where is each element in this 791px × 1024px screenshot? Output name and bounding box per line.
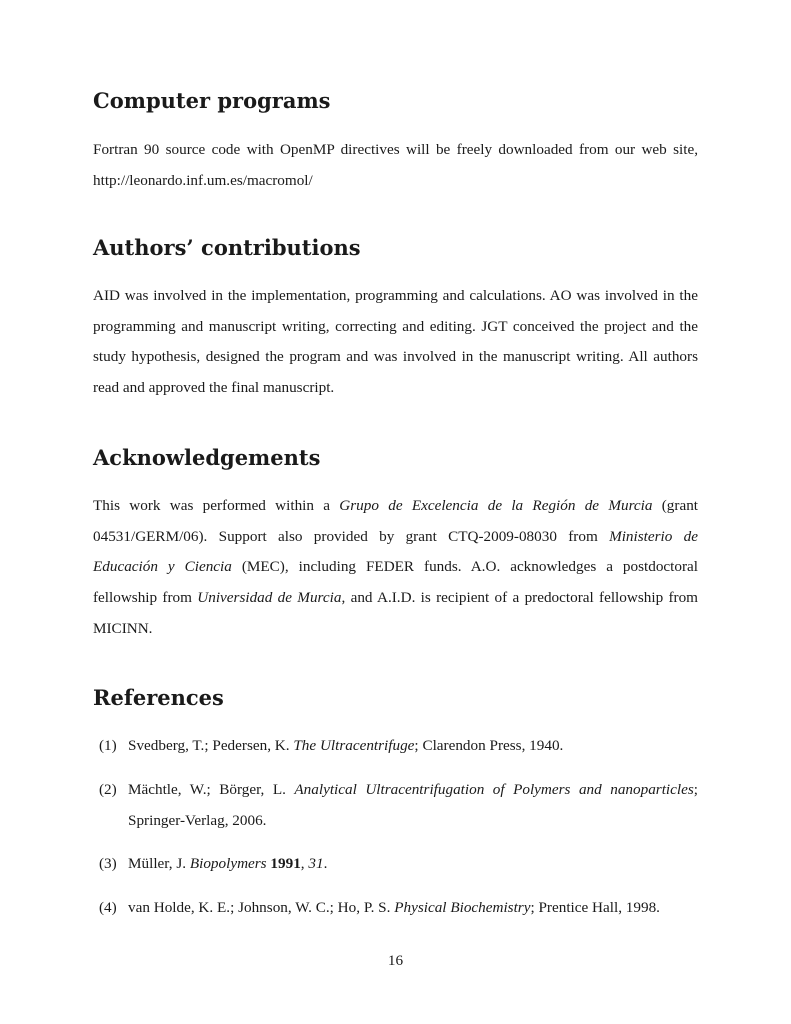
section-heading-acknowledgements: Acknowledgements (93, 445, 321, 470)
reference-end: . (323, 855, 328, 872)
reference-authors: Svedberg, T.; Pedersen, K. (128, 737, 294, 754)
reference-authors: Mächtle, W.; Börger, L. (128, 781, 295, 798)
reference-number: (4) (99, 899, 117, 916)
reference-number: (1) (99, 737, 117, 754)
ack-italic-grupo: Grupo de Excelencia de la Región de Murcia (339, 497, 653, 514)
ack-text-1: This work was performed within a (93, 497, 340, 514)
page-number: 16 (387, 952, 404, 969)
reference-body (128, 893, 698, 924)
acknowledgements-text (93, 491, 698, 645)
computer-programs-text: Fortran 90 source code with OpenMP directives will be freely downloaded from our web site, http://leonardo.inf.um.es/macromol/ (93, 141, 698, 189)
reference-body (128, 849, 698, 880)
section-heading-authors-contributions: Authors’ contributions (93, 235, 361, 260)
reference-number: (2) (99, 781, 117, 798)
reference-publisher: ; Prentice Hall, 1998. (530, 899, 660, 916)
ack-text-3: (MEC), including FEDER funds. A.O. acknowledges a postdoctoral fellowship from (93, 558, 698, 607)
reference-number: (3) (99, 855, 117, 872)
reference-separator: , (300, 855, 309, 872)
section-heading-computer-programs: Computer programs (93, 88, 331, 113)
reference-publisher: ; Clarendon Press, 1940. (414, 737, 564, 754)
reference-title: Analytical Ultracentrifugation of Polymers and nanoparticles (294, 781, 694, 798)
authors-contributions-text: AID was involved in the implementation, programming and calculations. AO was involved in the programming and manuscript writing, correcting and editing. JGT conceived the project and the study hypothesis, designed the program and was involved in the manuscript writing. All authors read and approved the final manuscript. (93, 287, 698, 397)
reference-volume: 31 (308, 855, 324, 872)
reference-year: 1991 (270, 855, 301, 872)
ack-text-4: , and A.I.D. is recipient of a predoctoral fellowship from MICINN. (93, 589, 698, 637)
ack-italic-ministerio: Ministerio de Educación y Ciencia (93, 527, 698, 576)
reference-journal: Biopolymers (189, 855, 267, 872)
reference-body (128, 731, 698, 762)
reference-title: Physical Biochemistry (394, 899, 531, 916)
reference-authors: Müller, J. (128, 855, 190, 872)
section-heading-references: References (93, 685, 224, 710)
ack-italic-universidad: Universidad de Murcia (197, 589, 342, 607)
reference-authors: van Holde, K. E.; Johnson, W. C.; Ho, P. S. (128, 899, 395, 916)
ack-text-2: (grant 04531/GERM/06). Support also provided by grant CTQ-2009-08030 from (93, 497, 699, 545)
reference-body (128, 775, 698, 836)
reference-publisher: ; Springer-Verlag, 2006. (128, 781, 698, 829)
reference-title: The Ultracentrifuge (293, 737, 415, 754)
